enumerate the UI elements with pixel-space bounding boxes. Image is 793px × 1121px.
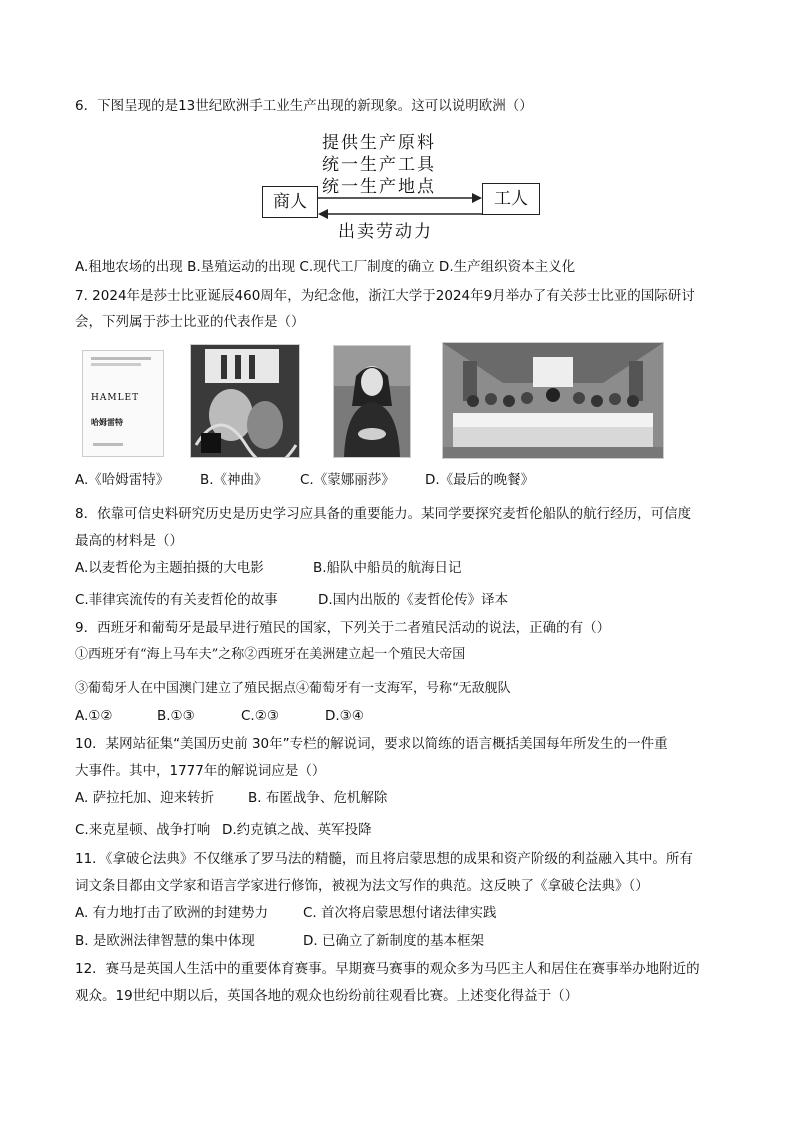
q12-stem-line2: 观众。19世纪中期以后，英国各地的观众也纷纷前往观看比赛。上述变化得益于（） — [75, 988, 579, 1004]
q10-option-d: D.约克镇之战、英军投降 — [222, 822, 372, 838]
q8-option-c: C.菲律宾流传的有关麦哲伦的故事 — [75, 592, 278, 608]
q11-option-b: B. 是欧洲法律智慧的集中体现 — [75, 933, 255, 949]
hamlet-book-cn: 哈姆雷特 — [91, 418, 123, 427]
production-diagram — [262, 128, 542, 242]
q11-option-a: A. 有力地打击了欧洲的封建势力 — [75, 905, 269, 921]
arrow-right-head — [472, 193, 482, 203]
q9-option-a: A.①② — [75, 708, 113, 724]
diagram-line-1: 提供生产原料 — [322, 133, 436, 153]
q10-stem-line1: 10．某网站征集“美国历史前 30年”专栏的解说词，要求以简练的语言概括美国每年所发生的一件重 — [75, 736, 668, 752]
q8-option-a: A.以麦哲伦为主题拍摄的大电影 — [75, 560, 264, 576]
hamlet-book-image — [82, 350, 164, 457]
q8-option-d: D.国内出版的《麦哲伦传》译本 — [318, 592, 509, 608]
diagram-line-2: 统一生产工具 — [322, 155, 436, 175]
q9-option-b: B.①③ — [157, 708, 195, 724]
q10-option-b: B. 布匿战争、危机解除 — [248, 790, 388, 806]
q10-option-a: A. 萨拉托加、迎来转折 — [75, 790, 215, 806]
q10-option-c: C.来克星顿、战争打响 — [75, 822, 211, 838]
q7-stem-line1: 7. 2024年是莎士比亚诞辰460周年，为纪念他，浙江大学于2024年9月举办了有关莎士比亚的国际研讨 — [75, 288, 695, 304]
q11-options-row1 — [75, 903, 497, 923]
hamlet-book-title: HAMLET — [91, 393, 140, 403]
q10-options-row1 — [75, 788, 387, 808]
q6-options: A.租地农场的出现 B.垦殖运动的出现 C.现代工厂制度的确立 D.生产组织资本主义化 — [75, 259, 576, 275]
q10-stem-line2: 大事件。其中，1777年的解说词应是（） — [75, 763, 326, 779]
q7-stem-line2: 会，下列属于莎士比亚的代表作是（） — [75, 314, 305, 330]
divine-comedy-image — [190, 344, 300, 458]
q11-stem-line2: 词文条目都由文学家和语言学家进行修饰，被视为法文写作的典范。这反映了《拿破仑法典》（） — [75, 878, 649, 894]
q11-options-row2 — [75, 931, 484, 951]
q9-option-d: D.③④ — [325, 708, 364, 724]
diagram-bottom-label: 出卖劳动力 — [338, 222, 433, 242]
q7-option-a: A.《哈姆雷特》 — [75, 472, 170, 488]
last-supper-image — [442, 342, 664, 459]
q8-stem-line1: 8．依靠可信史料研究历史是历史学习应具备的重要能力。某同学要探究麦哲伦船队的航行经历，可信度 — [75, 506, 692, 522]
q9-stem: 9．西班牙和葡萄牙是最早进行殖民的国家，下列关于二者殖民活动的说法，正确的有（） — [75, 620, 611, 636]
q7-option-b: B.《神曲》 — [200, 472, 268, 488]
q11-stem-line1: 11．《拿破仑法典》不仅继承了罗马法的精髓，而且将启蒙思想的成果和资产阶级的利益融入其中。所有 — [75, 851, 693, 867]
arrow-left-head — [318, 209, 328, 219]
q10-options-row2 — [75, 820, 372, 840]
q7-option-d: D.《最后的晚餐》 — [425, 472, 535, 488]
q7-options — [75, 470, 534, 490]
merchant-box: 商人 — [262, 186, 318, 218]
mona-lisa-image — [333, 345, 411, 458]
q8-option-b: B.船队中船员的航海日记 — [313, 560, 462, 576]
q8-stem-line2: 最高的材料是（） — [75, 533, 183, 549]
q8-options-row1 — [75, 558, 462, 578]
q8-options-row2 — [75, 590, 508, 610]
q11-option-c: C. 首次将启蒙思想付诸法律实践 — [303, 905, 497, 921]
diagram-line-3: 统一生产地点 — [322, 177, 436, 197]
q9-options — [75, 706, 364, 726]
worker-box: 工人 — [482, 183, 540, 215]
q9-statements-1: ①西班牙有“海上马车夫”之称②西班牙在美洲建立起一个殖民大帝国 — [75, 647, 466, 662]
q9-statements-2: ③葡萄牙人在中国澳门建立了殖民据点④葡萄牙有一支海军，号称“无敌舰队 — [75, 681, 511, 696]
q6-stem: 6．下图呈现的是13世纪欧洲手工业生产出现的新现象。这可以说明欧洲（） — [75, 98, 533, 114]
q12-stem-line1: 12．赛马是英国人生活中的重要体育赛事。早期赛马赛事的观众多为马匹主人和居住在赛事举办地附近的 — [75, 961, 700, 977]
q7-option-c: C.《蒙娜丽莎》 — [300, 472, 395, 488]
q9-option-c: C.②③ — [241, 708, 279, 724]
q11-option-d: D. 已确立了新制度的基本框架 — [303, 933, 484, 949]
